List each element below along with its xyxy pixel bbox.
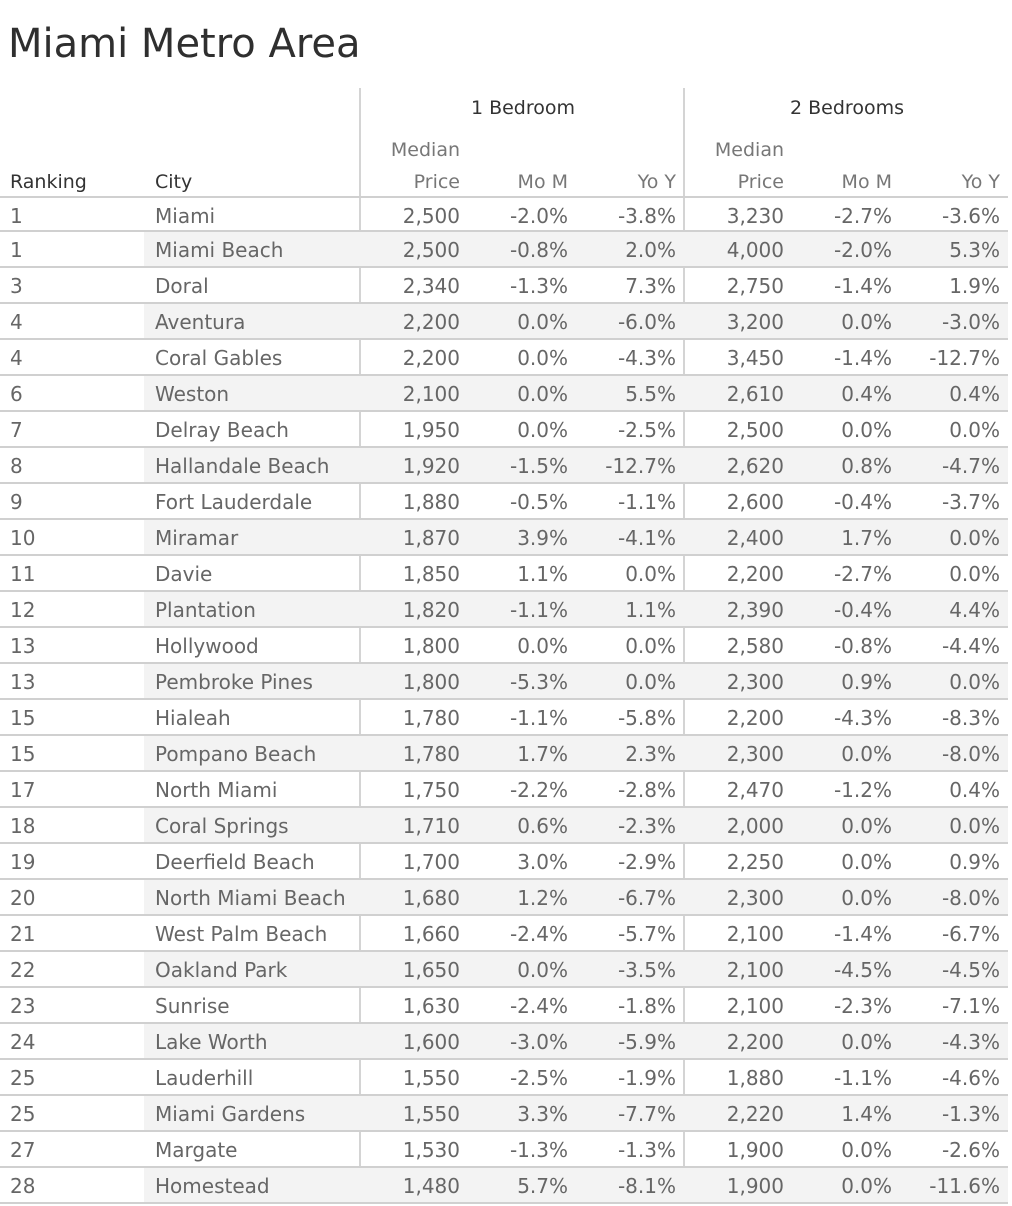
cell-ranking: 3 [10, 274, 23, 298]
cell-2br-yoy: 4.4% [949, 598, 1000, 622]
cell-1br-mom: 5.7% [517, 1174, 568, 1198]
cell-city: Fort Lauderdale [155, 490, 313, 514]
cell-city: Aventura [155, 310, 246, 334]
table-row [0, 1024, 1008, 1060]
table-row [0, 1060, 1008, 1096]
cell-1br-yoy: -4.3% [617, 346, 676, 370]
table-row [0, 844, 1008, 880]
cell-2br-median-price: 2,580 [726, 634, 784, 658]
table-row [0, 304, 1008, 340]
cell-1br-mom: -1.1% [509, 706, 568, 730]
cell-1br-median-price: 1,680 [402, 886, 460, 910]
cell-2br-yoy: -7.1% [941, 994, 1000, 1018]
cell-city: Hollywood [155, 634, 259, 658]
table-row [0, 952, 1008, 988]
cell-2br-mom: -4.3% [833, 706, 892, 730]
cell-2br-mom: -2.7% [833, 562, 892, 586]
table-row [0, 736, 1008, 772]
cell-1br-mom: 0.0% [517, 958, 568, 982]
column-header-mom-2: Mo M [841, 171, 892, 193]
cell-2br-median-price: 2,100 [726, 958, 784, 982]
cell-1br-yoy: 7.3% [625, 274, 676, 298]
cell-2br-mom: -2.0% [833, 238, 892, 262]
cell-2br-yoy: -4.6% [941, 1066, 1000, 1090]
cell-ranking: 11 [10, 562, 36, 586]
table-row [0, 808, 1008, 844]
cell-1br-mom: -1.3% [509, 1138, 568, 1162]
cell-city: Miramar [155, 526, 239, 550]
cell-2br-median-price: 2,470 [726, 778, 784, 802]
cell-ranking: 12 [10, 598, 36, 622]
cell-2br-yoy: 0.9% [949, 850, 1000, 874]
cell-2br-median-price: 2,100 [726, 994, 784, 1018]
cell-2br-mom: 0.0% [841, 1138, 892, 1162]
cell-2br-yoy: 0.0% [949, 418, 1000, 442]
cell-1br-median-price: 1,920 [402, 454, 460, 478]
cell-1br-yoy: -2.3% [617, 814, 676, 838]
cell-1br-mom: 0.0% [517, 310, 568, 334]
cell-1br-mom: 3.0% [517, 850, 568, 874]
cell-1br-mom: -2.4% [509, 994, 568, 1018]
cell-1br-mom: -2.5% [509, 1066, 568, 1090]
cell-1br-yoy: -8.1% [617, 1174, 676, 1198]
cell-1br-mom: -1.5% [509, 454, 568, 478]
cell-1br-yoy: -1.8% [617, 994, 676, 1018]
cell-1br-yoy: 0.0% [625, 562, 676, 586]
cell-2br-mom: -0.4% [833, 598, 892, 622]
cell-city: West Palm Beach [155, 922, 328, 946]
cell-2br-mom: 0.4% [841, 382, 892, 406]
cell-1br-median-price: 1,600 [402, 1030, 460, 1054]
cell-city: Delray Beach [155, 418, 289, 442]
cell-1br-median-price: 1,550 [402, 1066, 460, 1090]
cell-ranking: 7 [10, 418, 23, 442]
table-row [0, 412, 1008, 448]
cell-city: Miami Gardens [155, 1102, 306, 1126]
cell-2br-mom: 0.0% [841, 418, 892, 442]
cell-1br-median-price: 2,100 [402, 382, 460, 406]
cell-2br-yoy: -2.6% [941, 1138, 1000, 1162]
table-row [0, 664, 1008, 700]
cell-2br-mom: -1.4% [833, 922, 892, 946]
cell-2br-mom: 0.0% [841, 886, 892, 910]
cell-2br-median-price: 2,000 [726, 814, 784, 838]
cell-2br-median-price: 2,200 [726, 562, 784, 586]
column-header-median-2-line2: Price [737, 171, 784, 193]
cell-ranking: 21 [10, 922, 36, 946]
table-row [0, 340, 1008, 376]
cell-1br-median-price: 2,500 [402, 238, 460, 262]
cell-city: Pembroke Pines [155, 670, 313, 694]
cell-2br-mom: 0.0% [841, 1030, 892, 1054]
cell-1br-mom: -2.2% [509, 778, 568, 802]
cell-1br-yoy: -12.7% [605, 454, 676, 478]
cell-city: Margate [155, 1138, 238, 1162]
cell-1br-median-price: 1,950 [402, 418, 460, 442]
cell-city: Miami [155, 204, 216, 228]
cell-2br-yoy: -1.3% [941, 1102, 1000, 1126]
table-row [0, 628, 1008, 664]
cell-1br-yoy: -5.9% [617, 1030, 676, 1054]
column-header-ranking: Ranking [10, 171, 87, 193]
cell-2br-median-price: 3,450 [726, 346, 784, 370]
cell-ranking: 1 [10, 238, 23, 262]
cell-city: Homestead [155, 1174, 270, 1198]
cell-2br-mom: 1.7% [841, 526, 892, 550]
cell-1br-mom: 3.9% [517, 526, 568, 550]
column-header-mom-1: Mo M [517, 171, 568, 193]
cell-ranking: 17 [10, 778, 36, 802]
cell-2br-yoy: 0.0% [949, 670, 1000, 694]
cell-2br-median-price: 2,300 [726, 742, 784, 766]
cell-2br-median-price: 2,610 [726, 382, 784, 406]
cell-ranking: 24 [10, 1030, 36, 1054]
cell-ranking: 28 [10, 1174, 36, 1198]
cell-city: Lake Worth [155, 1030, 268, 1054]
page-title: Miami Metro Area [8, 21, 361, 67]
cell-1br-median-price: 1,650 [402, 958, 460, 982]
cell-1br-yoy: -1.1% [617, 490, 676, 514]
cell-2br-yoy: -8.0% [941, 742, 1000, 766]
cell-2br-yoy: 0.0% [949, 526, 1000, 550]
cell-1br-median-price: 1,850 [402, 562, 460, 586]
cell-2br-median-price: 2,250 [726, 850, 784, 874]
cell-2br-mom: -2.7% [833, 204, 892, 228]
cell-1br-mom: -0.8% [509, 238, 568, 262]
cell-1br-median-price: 1,660 [402, 922, 460, 946]
cell-2br-median-price: 2,220 [726, 1102, 784, 1126]
cell-2br-yoy: -11.6% [929, 1174, 1000, 1198]
cell-2br-yoy: -3.7% [941, 490, 1000, 514]
column-header-yoy-1: Yo Y [637, 171, 676, 193]
cell-2br-mom: 0.0% [841, 814, 892, 838]
cell-ranking: 10 [10, 526, 36, 550]
cell-1br-mom: -5.3% [509, 670, 568, 694]
cell-2br-yoy: 0.4% [949, 382, 1000, 406]
cell-1br-median-price: 1,700 [402, 850, 460, 874]
cell-ranking: 15 [10, 706, 36, 730]
cell-1br-mom: 3.3% [517, 1102, 568, 1126]
cell-1br-median-price: 1,880 [402, 490, 460, 514]
cell-city: Sunrise [155, 994, 230, 1018]
cell-1br-yoy: -2.9% [617, 850, 676, 874]
table-row [0, 592, 1008, 628]
cell-1br-median-price: 1,750 [402, 778, 460, 802]
cell-city: North Miami Beach [155, 886, 346, 910]
table-row [0, 520, 1008, 556]
group-header-2-bedrooms: 2 Bedrooms [790, 97, 904, 119]
cell-1br-yoy: -2.5% [617, 418, 676, 442]
column-header-city: City [155, 171, 193, 193]
cell-1br-yoy: -7.7% [617, 1102, 676, 1126]
cell-1br-median-price: 2,200 [402, 346, 460, 370]
cell-1br-mom: -2.4% [509, 922, 568, 946]
cell-1br-yoy: -5.8% [617, 706, 676, 730]
cell-1br-mom: 0.0% [517, 382, 568, 406]
cell-1br-yoy: -3.5% [617, 958, 676, 982]
cell-2br-mom: 0.0% [841, 742, 892, 766]
cell-2br-yoy: -6.7% [941, 922, 1000, 946]
cell-2br-yoy: 0.0% [949, 814, 1000, 838]
cell-city: Hallandale Beach [155, 454, 330, 478]
cell-ranking: 27 [10, 1138, 36, 1162]
cell-city: Coral Springs [155, 814, 289, 838]
column-header-yoy-2: Yo Y [961, 171, 1000, 193]
cell-ranking: 8 [10, 454, 23, 478]
cell-1br-yoy: -6.7% [617, 886, 676, 910]
cell-1br-median-price: 2,340 [402, 274, 460, 298]
cell-2br-mom: -1.2% [833, 778, 892, 802]
cell-ranking: 1 [10, 204, 23, 228]
cell-2br-yoy: -12.7% [929, 346, 1000, 370]
table-row [0, 1168, 1008, 1204]
table-row [0, 988, 1008, 1024]
cell-1br-median-price: 1,480 [402, 1174, 460, 1198]
cell-2br-mom: 0.0% [841, 850, 892, 874]
cell-2br-median-price: 2,390 [726, 598, 784, 622]
cell-2br-median-price: 1,880 [726, 1066, 784, 1090]
cell-ranking: 13 [10, 670, 36, 694]
cell-1br-mom: -2.0% [509, 204, 568, 228]
cell-ranking: 23 [10, 994, 36, 1018]
cell-2br-yoy: -3.0% [941, 310, 1000, 334]
cell-2br-mom: -1.1% [833, 1066, 892, 1090]
cell-ranking: 25 [10, 1066, 36, 1090]
cell-ranking: 18 [10, 814, 36, 838]
cell-city: Oakland Park [155, 958, 288, 982]
cell-1br-yoy: 0.0% [625, 670, 676, 694]
cell-1br-yoy: -1.3% [617, 1138, 676, 1162]
cell-2br-yoy: 0.0% [949, 562, 1000, 586]
cell-ranking: 19 [10, 850, 36, 874]
cell-1br-yoy: 1.1% [625, 598, 676, 622]
column-header-median-1-line2: Price [413, 171, 460, 193]
cell-1br-median-price: 1,780 [402, 742, 460, 766]
cell-2br-median-price: 2,300 [726, 670, 784, 694]
cell-1br-mom: -0.5% [509, 490, 568, 514]
cell-1br-median-price: 1,800 [402, 634, 460, 658]
cell-city: North Miami [155, 778, 278, 802]
cell-2br-yoy: -4.7% [941, 454, 1000, 478]
cell-1br-mom: -1.3% [509, 274, 568, 298]
cell-1br-mom: 0.6% [517, 814, 568, 838]
table-row [0, 448, 1008, 484]
cell-city: Pompano Beach [155, 742, 317, 766]
table-row [0, 700, 1008, 736]
cell-1br-yoy: -3.8% [617, 204, 676, 228]
cell-1br-mom: -3.0% [509, 1030, 568, 1054]
group-header-1-bedroom: 1 Bedroom [470, 97, 576, 119]
cell-ranking: 25 [10, 1102, 36, 1126]
cell-2br-mom: -4.5% [833, 958, 892, 982]
cell-city: Coral Gables [155, 346, 283, 370]
table-row [0, 196, 1008, 232]
cell-2br-mom: 0.0% [841, 1174, 892, 1198]
cell-2br-median-price: 3,200 [726, 310, 784, 334]
cell-ranking: 6 [10, 382, 23, 406]
cell-1br-yoy: -5.7% [617, 922, 676, 946]
cell-1br-yoy: 2.0% [625, 238, 676, 262]
table-row [0, 376, 1008, 412]
cell-2br-yoy: -4.4% [941, 634, 1000, 658]
table-row [0, 880, 1008, 916]
cell-ranking: 13 [10, 634, 36, 658]
cell-city: Davie [155, 562, 213, 586]
cell-2br-yoy: -3.6% [941, 204, 1000, 228]
column-header-median-2-line1: Median [714, 139, 784, 161]
table-row [0, 1096, 1008, 1132]
cell-2br-yoy: 0.4% [949, 778, 1000, 802]
cell-1br-median-price: 1,710 [402, 814, 460, 838]
cell-1br-median-price: 1,780 [402, 706, 460, 730]
cell-2br-yoy: -8.3% [941, 706, 1000, 730]
cell-2br-yoy: 1.9% [949, 274, 1000, 298]
cell-2br-median-price: 1,900 [726, 1174, 784, 1198]
cell-1br-yoy: -2.8% [617, 778, 676, 802]
cell-2br-median-price: 2,400 [726, 526, 784, 550]
cell-1br-mom: 1.1% [517, 562, 568, 586]
cell-1br-yoy: 0.0% [625, 634, 676, 658]
cell-2br-mom: 1.4% [841, 1102, 892, 1126]
cell-1br-median-price: 1,530 [402, 1138, 460, 1162]
cell-city: Lauderhill [155, 1066, 254, 1090]
cell-1br-yoy: -4.1% [617, 526, 676, 550]
cell-2br-yoy: -8.0% [941, 886, 1000, 910]
cell-2br-median-price: 2,620 [726, 454, 784, 478]
cell-2br-median-price: 4,000 [726, 238, 784, 262]
cell-2br-median-price: 2,750 [726, 274, 784, 298]
cell-2br-mom: -0.8% [833, 634, 892, 658]
cell-ranking: 4 [10, 346, 23, 370]
cell-2br-median-price: 2,500 [726, 418, 784, 442]
cell-2br-mom: -0.4% [833, 490, 892, 514]
cell-2br-median-price: 3,230 [726, 204, 784, 228]
cell-ranking: 9 [10, 490, 23, 514]
cell-1br-median-price: 1,870 [402, 526, 460, 550]
cell-2br-median-price: 1,900 [726, 1138, 784, 1162]
cell-1br-mom: 0.0% [517, 346, 568, 370]
table-row [0, 232, 1008, 268]
cell-1br-median-price: 2,500 [402, 204, 460, 228]
cell-2br-mom: -1.4% [833, 346, 892, 370]
cell-1br-mom: 1.2% [517, 886, 568, 910]
cell-1br-mom: 1.7% [517, 742, 568, 766]
cell-1br-mom: 0.0% [517, 418, 568, 442]
rankings-table [0, 196, 1008, 1204]
cell-city: Plantation [155, 598, 256, 622]
cell-2br-mom: -2.3% [833, 994, 892, 1018]
table-row [0, 772, 1008, 808]
cell-ranking: 20 [10, 886, 36, 910]
cell-1br-yoy: -1.9% [617, 1066, 676, 1090]
column-header-median-1-line1: Median [390, 139, 460, 161]
cell-1br-median-price: 1,800 [402, 670, 460, 694]
cell-2br-median-price: 2,600 [726, 490, 784, 514]
cell-2br-median-price: 2,300 [726, 886, 784, 910]
cell-2br-mom: -1.4% [833, 274, 892, 298]
cell-2br-mom: 0.0% [841, 310, 892, 334]
cell-city: Hialeah [155, 706, 231, 730]
table-row [0, 1132, 1008, 1168]
cell-ranking: 22 [10, 958, 36, 982]
cell-ranking: 4 [10, 310, 23, 334]
cell-1br-mom: -1.1% [509, 598, 568, 622]
cell-1br-yoy: 5.5% [625, 382, 676, 406]
table-row [0, 484, 1008, 520]
cell-2br-mom: 0.9% [841, 670, 892, 694]
cell-1br-median-price: 1,820 [402, 598, 460, 622]
cell-1br-mom: 0.0% [517, 634, 568, 658]
cell-2br-yoy: -4.3% [941, 1030, 1000, 1054]
cell-ranking: 15 [10, 742, 36, 766]
cell-1br-median-price: 1,550 [402, 1102, 460, 1126]
table-row [0, 556, 1008, 592]
cell-1br-median-price: 2,200 [402, 310, 460, 334]
cell-city: Deerfield Beach [155, 850, 315, 874]
table-row [0, 916, 1008, 952]
cell-2br-mom: 0.8% [841, 454, 892, 478]
cell-city: Weston [155, 382, 230, 406]
cell-1br-yoy: -6.0% [617, 310, 676, 334]
cell-1br-median-price: 1,630 [402, 994, 460, 1018]
cell-city: Doral [155, 274, 209, 298]
cell-2br-median-price: 2,200 [726, 706, 784, 730]
cell-2br-yoy: -4.5% [941, 958, 1000, 982]
cell-2br-median-price: 2,100 [726, 922, 784, 946]
cell-1br-yoy: 2.3% [625, 742, 676, 766]
table-row [0, 268, 1008, 304]
cell-2br-median-price: 2,200 [726, 1030, 784, 1054]
cell-city: Miami Beach [155, 238, 284, 262]
cell-2br-yoy: 5.3% [949, 238, 1000, 262]
